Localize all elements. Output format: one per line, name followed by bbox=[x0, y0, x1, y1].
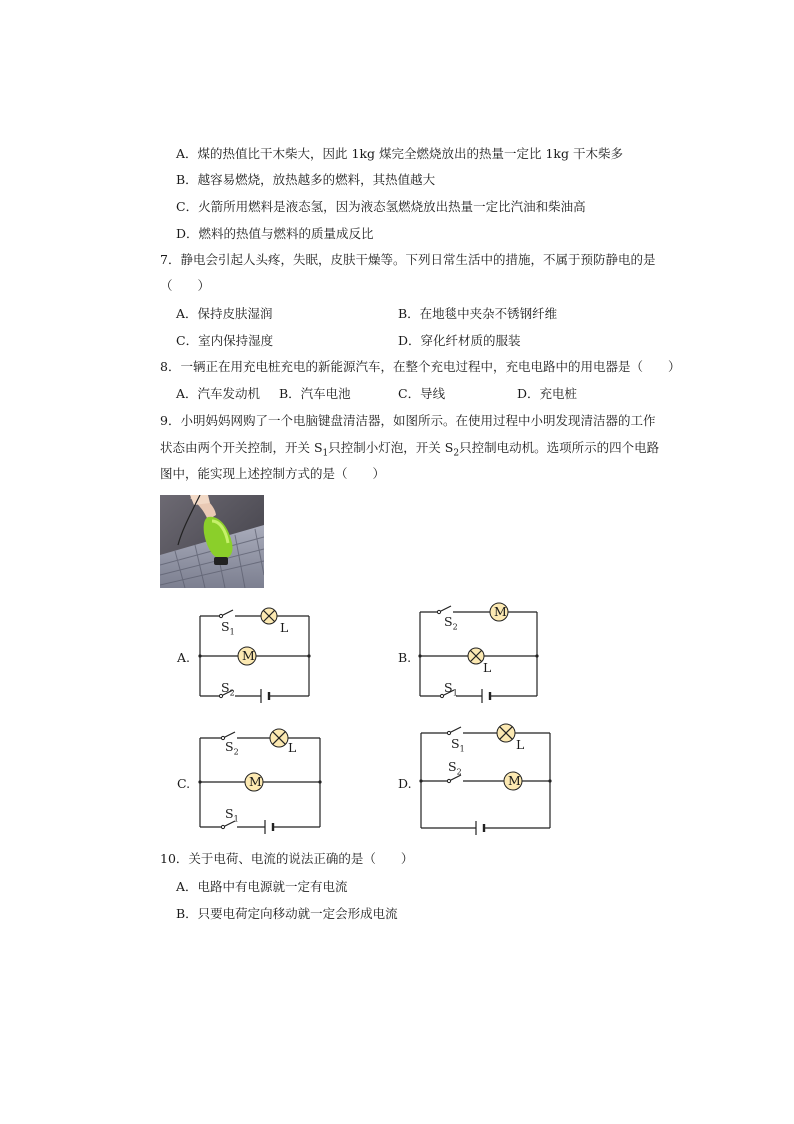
circuit-b-label: B. bbox=[398, 650, 412, 665]
circuit-diagram-a bbox=[175, 600, 325, 710]
q6-option-c: C．火箭所用燃料是液态氢，因为液态氢燃烧放出热量一定比汽油和柴油高 bbox=[176, 199, 586, 214]
circuit-c-label: C. bbox=[177, 776, 191, 791]
keyboard-cleaner-photo bbox=[160, 495, 264, 588]
motor-b-label: M bbox=[494, 604, 507, 619]
switch-s1-d-label: $S_1$ bbox=[451, 736, 465, 754]
motor-a-label: M bbox=[242, 648, 255, 663]
q7-stem: 7．静电会引起人头疼，失眠，皮肤干燥等。下列日常生活中的措施，不属于预防静电的是 bbox=[160, 252, 656, 267]
circuit-diagram-b bbox=[396, 600, 546, 710]
q9-stem-line1: 9．小明妈妈网购了一个电脑键盘清洁器，如图所示。在使用过程中小明发现清洁器的工作 bbox=[160, 413, 656, 428]
q7-option-d: D．穿化纤材质的服装 bbox=[398, 333, 521, 348]
switch-s1-c-label: $S_1$ bbox=[225, 806, 239, 824]
switch-s2-a-label: $S_2$ bbox=[221, 680, 235, 698]
circuit-d-label: D. bbox=[398, 776, 412, 791]
q7-option-a: A．保持皮肤湿润 bbox=[176, 306, 273, 321]
q10-option-b: B．只要电荷定向移动就一定会形成电流 bbox=[176, 906, 398, 921]
q6-option-b: B．越容易燃烧，放热越多的燃料，其热值越大 bbox=[176, 172, 436, 187]
circuit-diagram-c bbox=[175, 726, 335, 838]
q8-option-b: B．汽车电池 bbox=[279, 386, 351, 401]
switch-s1-b-label: $S_1$ bbox=[444, 680, 458, 698]
motor-d-label: M bbox=[508, 773, 521, 788]
q6-option-d: D．燃料的热值与燃料的质量成反比 bbox=[176, 226, 374, 241]
switch-s2-b-label: $S_2$ bbox=[444, 614, 458, 632]
switch-s2-d-label: $S_2$ bbox=[448, 759, 462, 777]
switch-s1-a-label: $S_1$ bbox=[221, 619, 235, 637]
q6-option-a: A．煤的热值比干木柴大，因此 1kg 煤完全燃烧放出的热量一定比 1kg 干木柴多 bbox=[176, 146, 623, 161]
lamp-b-label: L bbox=[483, 660, 492, 675]
q9-stem-line3: 图中，能实现上述控制方式的是（ ） bbox=[160, 466, 386, 481]
lamp-d-label: L bbox=[516, 737, 525, 752]
q10-option-a: A．电路中有电源就一定有电流 bbox=[176, 879, 348, 894]
q7-option-b: B．在地毯中夹杂不锈钢纤维 bbox=[398, 306, 558, 321]
q8-stem: 8．一辆正在用充电桩充电的新能源汽车，在整个充电过程中，充电电路中的用电器是（ ） bbox=[160, 359, 681, 374]
motor-c-label: M bbox=[249, 774, 262, 789]
q7-stem-blank: （ ） bbox=[160, 278, 211, 293]
switch-s2-c-label: $S_2$ bbox=[225, 739, 239, 757]
q9-stem-line2: 状态由两个开关控制，开关 $S_1$只控制小灯泡，开关 $S_2$只控制电动机。选项所示的四个电路 bbox=[160, 440, 660, 459]
q8-option-a: A．汽车发动机 bbox=[176, 386, 261, 401]
q8-option-d: D．充电桩 bbox=[517, 386, 578, 401]
q10-stem: 10．关于电荷、电流的说法正确的是（ ） bbox=[160, 851, 414, 866]
lamp-c-label: L bbox=[288, 740, 297, 755]
circuit-diagram-d bbox=[396, 722, 561, 838]
circuit-a-label: A. bbox=[177, 650, 191, 665]
q7-option-c: C．室内保持湿度 bbox=[176, 333, 274, 348]
lamp-a-label: L bbox=[280, 620, 289, 635]
q8-option-c: C．导线 bbox=[398, 386, 446, 401]
